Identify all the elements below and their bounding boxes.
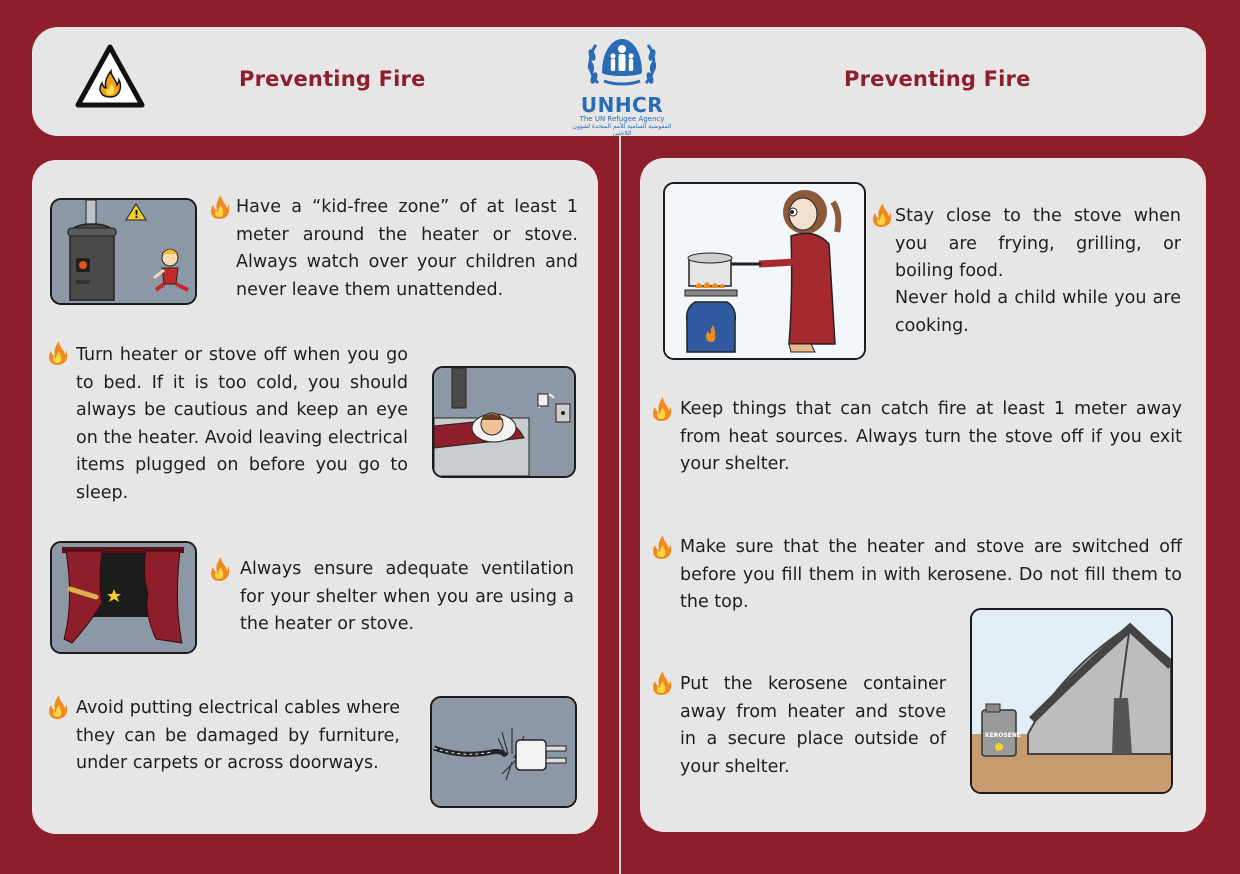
tip-heater-off-at-bedtime: Turn heater or stove off when you go to bed. If it is too cold, you should always be cautious and keep an eye on the heater. Avoid leaving electrical items plugged on before you go to sleep. xyxy=(76,345,408,503)
left-panel xyxy=(32,160,598,834)
svg-text:!: ! xyxy=(134,208,140,221)
unhcr-logo xyxy=(572,33,672,137)
page-title-right: Preventing Fire xyxy=(844,67,1031,91)
sleeping-person-illustration xyxy=(432,366,576,478)
fire-bullet-icon xyxy=(650,534,672,560)
fire-warning-icon xyxy=(74,43,146,109)
unhcr-emblem-icon xyxy=(584,33,660,93)
fire-bullet-icon xyxy=(208,194,230,220)
header-bar xyxy=(32,27,1206,136)
tip-stay-close-to-stove: Stay close to the stove when you are frying, grilling, or boiling food. xyxy=(895,206,1181,281)
fire-bullet-icon xyxy=(650,396,672,422)
tip-switch-off-before-refill: Make sure that the heater and stove are switched off before you fill them in with kerosene. Do not fill them to the top. xyxy=(680,537,1182,612)
heater-child-illustration xyxy=(50,198,197,305)
curtain-window-illustration xyxy=(50,541,197,654)
right-panel xyxy=(640,158,1206,832)
center-divider xyxy=(619,136,621,874)
fire-bullet-icon xyxy=(46,694,68,720)
unhcr-logo-subtitle: The UN Refugee Agency xyxy=(579,115,665,123)
fire-bullet-icon xyxy=(46,340,68,366)
fire-bullet-icon xyxy=(870,202,892,228)
fire-bullet-icon xyxy=(208,556,230,582)
tip-never-hold-child: Never hold a child while you are cooking. xyxy=(895,288,1181,336)
tip-ventilation: Always ensure adequate ventilation for your shelter when you are using a the heater or stove. xyxy=(240,559,574,634)
tip-keep-flammables-away: Keep things that can catch fire at least 1 meter away from heat sources. Always turn the stove off if you exit your shelter. xyxy=(680,399,1182,474)
tent-kerosene-illustration xyxy=(970,608,1173,794)
kerosene-label: KEROSENE xyxy=(985,732,1022,739)
tip-kid-free-zone: Have a “kid-free zone” of at least 1 meter around the heater or stove. Always watch over your children and never leave them unattended. xyxy=(236,197,578,300)
woman-cooking-illustration xyxy=(663,182,866,360)
damaged-cable-illustration xyxy=(430,696,577,808)
fire-bullet-icon xyxy=(650,670,672,696)
tip-electrical-cables: Avoid putting electrical cables where they can be damaged by furniture, under carpets or across doorways. xyxy=(76,698,400,773)
page-title-left: Preventing Fire xyxy=(239,67,426,91)
unhcr-logo-arabic: المفوضية السامية للأمم المتحدة لشؤون اللاجئين xyxy=(572,123,672,137)
unhcr-logo-text: UNHCR xyxy=(580,93,664,117)
tip-kerosene-storage: Put the kerosene container away from heater and stove in a secure place outside of your shelter. xyxy=(680,674,946,777)
